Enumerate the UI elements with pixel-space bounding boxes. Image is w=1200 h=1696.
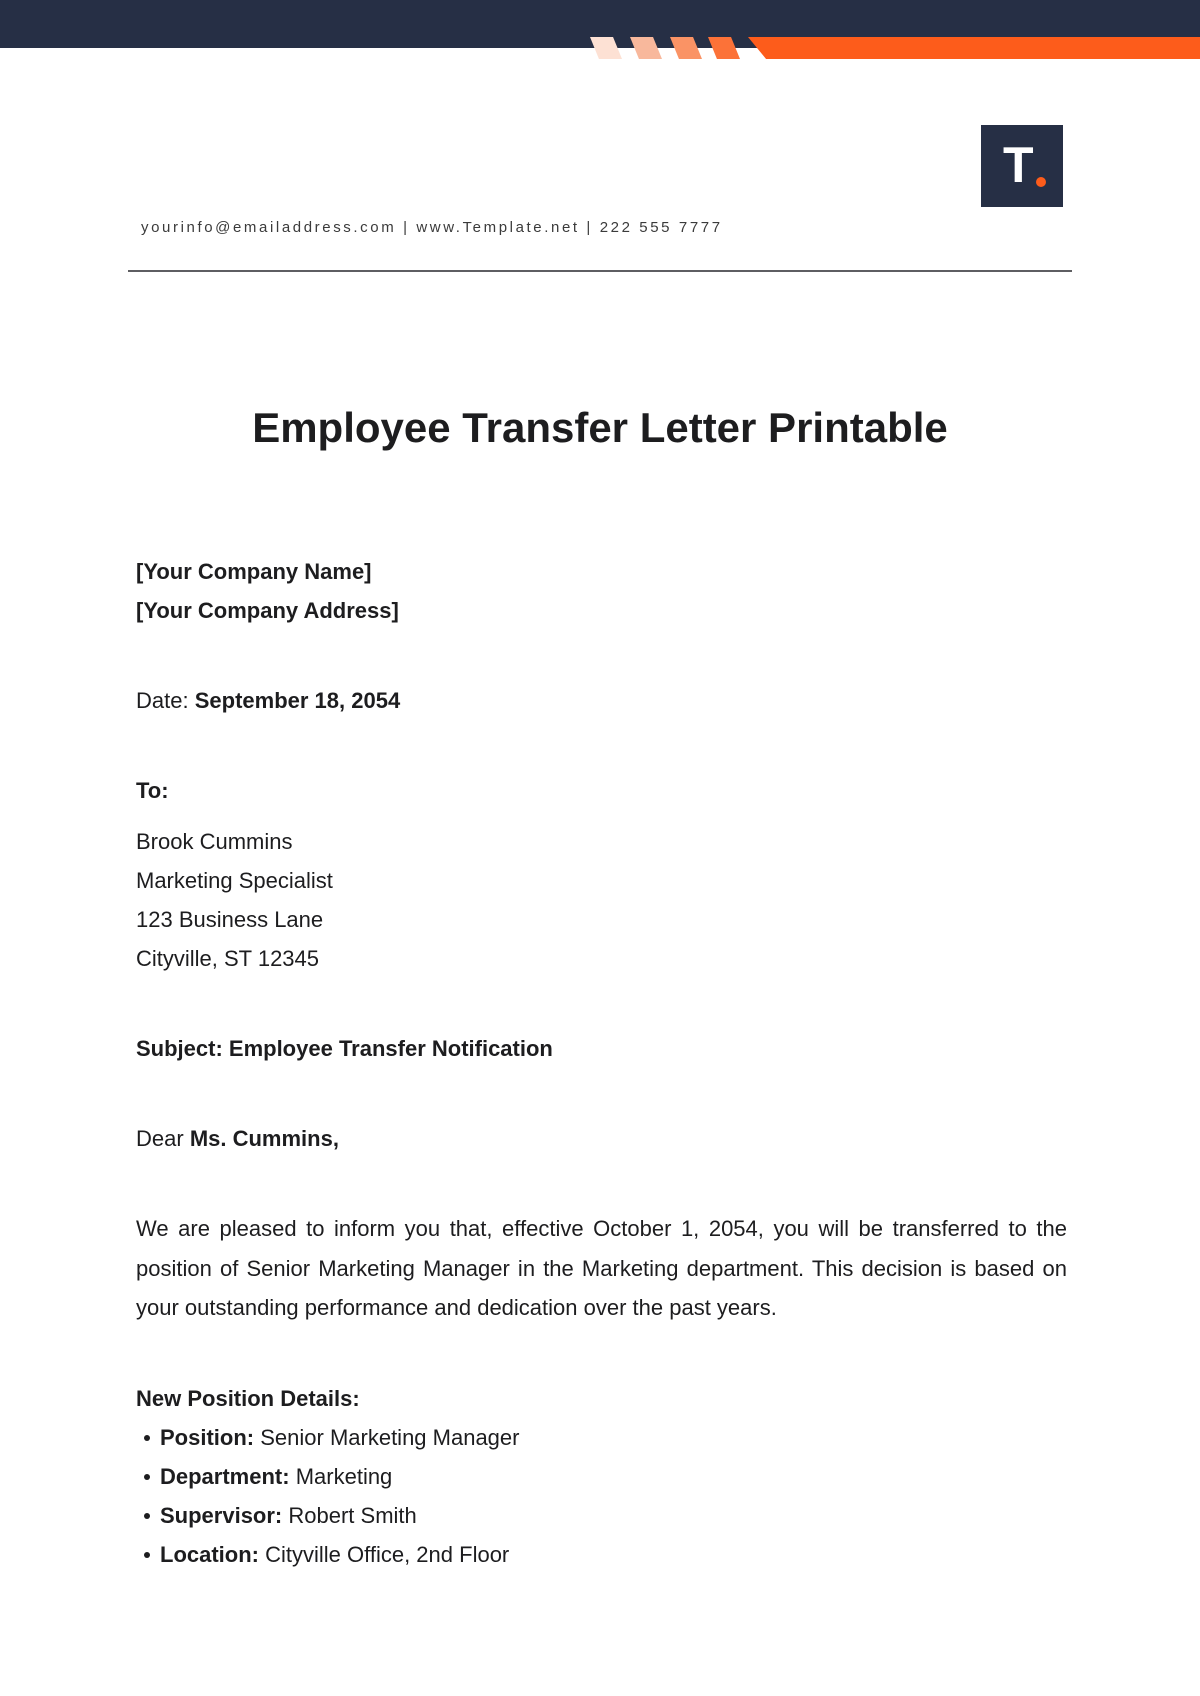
detail-value: Robert Smith xyxy=(288,1502,417,1528)
company-logo xyxy=(981,125,1063,207)
to-label: To: xyxy=(136,778,169,803)
recipient-title: Marketing Specialist xyxy=(136,868,333,893)
salutation-greeting: Dear xyxy=(136,1126,184,1151)
salutation xyxy=(136,1119,1067,1158)
contact-info: yourinfo@emailaddress.com | www.Template.net | 222 555 7777 xyxy=(141,219,723,236)
body-paragraph: We are pleased to inform you that, effective October 1, 2054, you will be transferred to the position of Senior Marketing Manager in the Marketing department. This decision is based on your outstanding performance and dedication over the past years. xyxy=(136,1216,1067,1320)
details-list xyxy=(136,1418,1067,1574)
list-item xyxy=(136,1418,1067,1457)
accent-band xyxy=(748,37,1200,59)
detail-value: Senior Marketing Manager xyxy=(260,1424,520,1450)
recipient-city: Cityville, ST 12345 xyxy=(136,946,320,971)
detail-label: Position: xyxy=(160,1424,255,1450)
recipient-name: Brook Cummins xyxy=(136,829,293,854)
list-item xyxy=(136,1535,1067,1574)
detail-label: Supervisor: xyxy=(160,1502,283,1528)
detail-label: Department: xyxy=(160,1463,290,1489)
subject-line: Subject: Employee Transfer Notification xyxy=(136,1036,553,1061)
detail-label: Location: xyxy=(160,1541,259,1567)
date-line xyxy=(136,681,1067,720)
recipient-street: 123 Business Lane xyxy=(136,907,324,932)
logo-dot xyxy=(1036,177,1046,187)
details-heading: New Position Details: xyxy=(136,1385,360,1411)
document-title: Employee Transfer Letter Printable xyxy=(252,404,948,451)
date-label: Date: xyxy=(136,688,189,713)
company-name: [Your Company Name] xyxy=(136,559,372,584)
salutation-name: Ms. Cummins, xyxy=(189,1126,339,1151)
detail-value: Marketing xyxy=(295,1463,393,1489)
list-item xyxy=(136,1457,1067,1496)
header-divider xyxy=(128,270,1072,272)
list-item xyxy=(136,1496,1067,1535)
detail-value: Cityville Office, 2nd Floor xyxy=(265,1541,510,1567)
letter-body xyxy=(136,552,1067,1574)
date-value: September 18, 2054 xyxy=(194,688,401,713)
logo-letter: T xyxy=(1003,137,1034,193)
company-address: [Your Company Address] xyxy=(136,598,399,623)
